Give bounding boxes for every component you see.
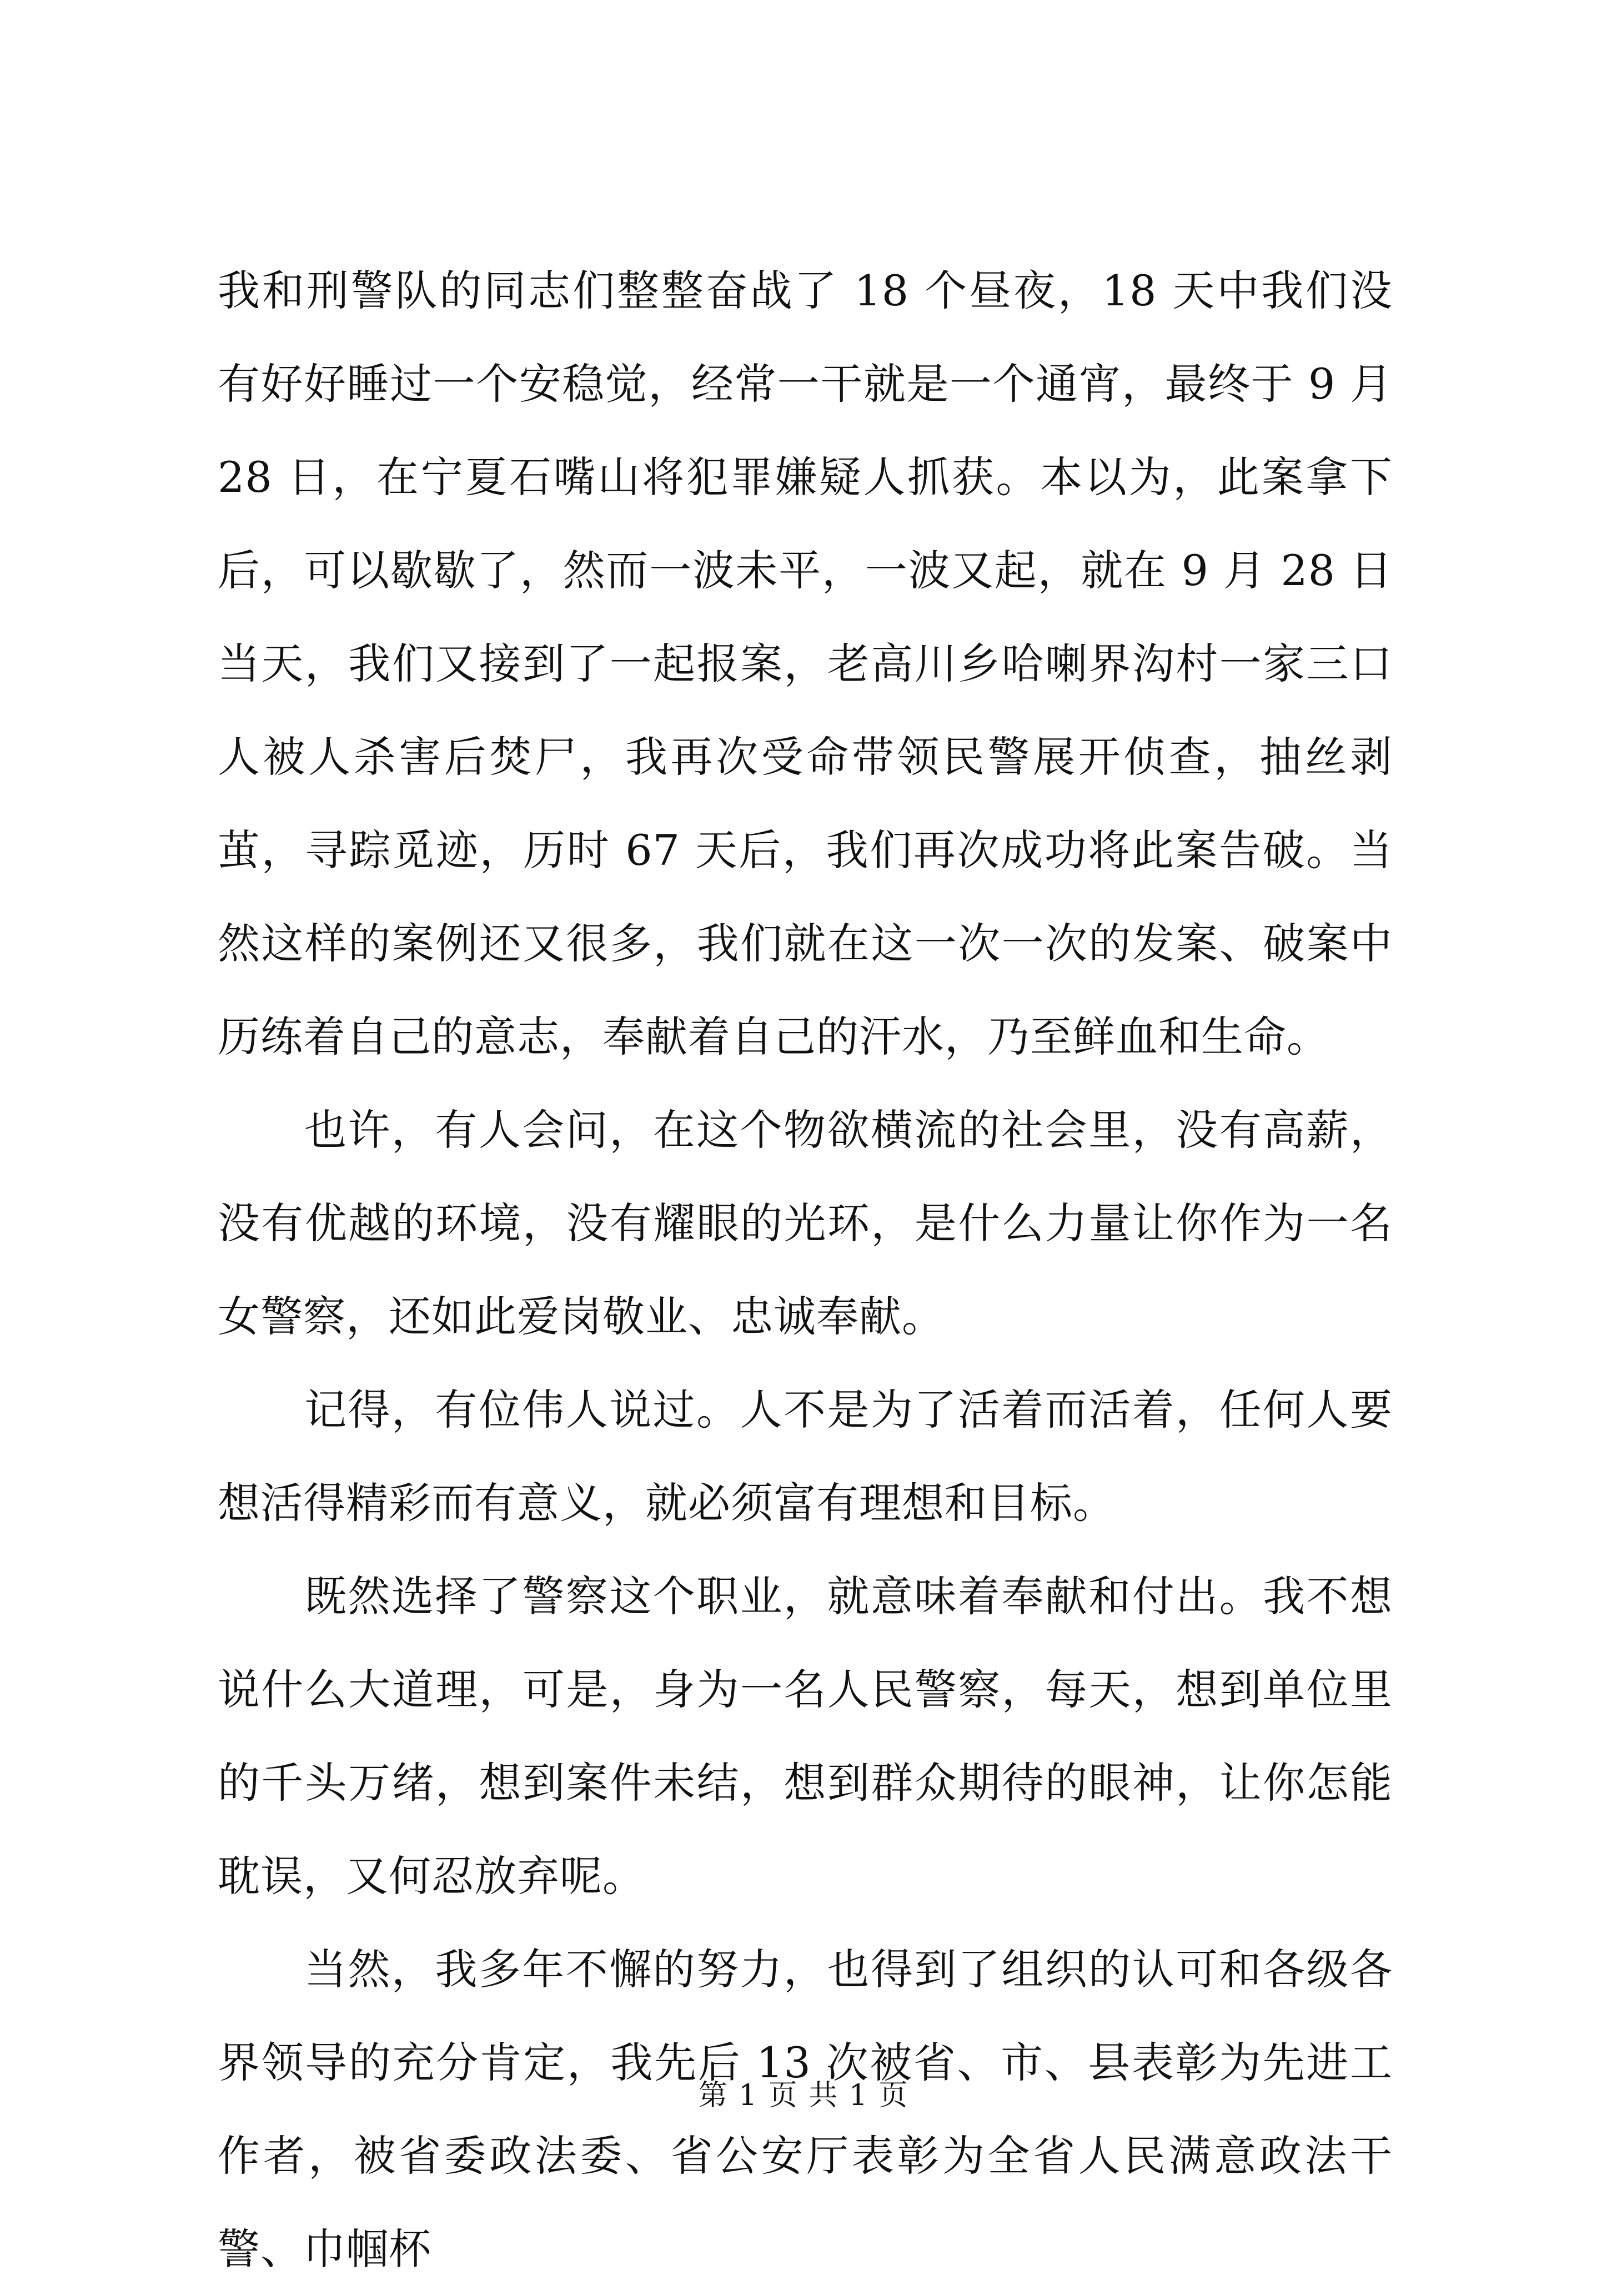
page-footer: 第 1 页 共 1 页 xyxy=(698,2079,909,2112)
paragraph-3: 记得，有位伟人说过。人不是为了活着而活着，任何人要想活得精彩而有意义，就必须富有理想和目标。 xyxy=(218,1385,1393,1528)
paragraph-4: 既然选择了警察这个职业，就意味着奉献和付出。我不想说什么大道理，可是，身为一名人民警察，每天，想到单位里的千头万绪，想到案件未结，想到群众期待的眼神，让你怎能耽误，又何忍放弃呢。 xyxy=(218,1572,1393,1901)
paragraph-2: 也许，有人会问，在这个物欲横流的社会里，没有高薪，没有优越的环境，没有耀眼的光环，是什么力量让你作为一名女警察，还如此爱岗敬业、忠诚奉献。 xyxy=(218,1105,1393,1341)
paragraph-1: 我和刑警队的同志们整整奋战了 18 个昼夜，18 天中我们没有好好睡过一个安稳觉，经常一干就是一个通宵，最终于 9 月 28 日，在宁夏石嘴山将犯罪嫌疑人抓获。本以为，此案拿下后，可以歇歇了，然而一波未平，一波又起，就在 9 月 28 日当天，我们又接到了一起报案，老高川乡哈喇界沟村一家三口人被人杀害后焚尸，我再次受命带领民警展开侦查，抽丝剥茧，寻踪觅迹，历时 67 天后，我们再次成功将此案告破。当然这样的案例还又很多，我们就在这一次一次的发案、破案中历练着自己的意志，奉献着自己的汗水，乃至鲜血和生命。 xyxy=(218,266,1393,1061)
paragraph-5: 当然，我多年不懈的努力，也得到了组织的认可和各级各界领导的充分肯定，我先后 13 次被省、市、县表彰为先进工作者，被省委政法委、省公安厅表彰为全省人民满意政法干警、巾帼杯 xyxy=(218,1945,1393,2274)
document-body xyxy=(218,244,1393,2296)
